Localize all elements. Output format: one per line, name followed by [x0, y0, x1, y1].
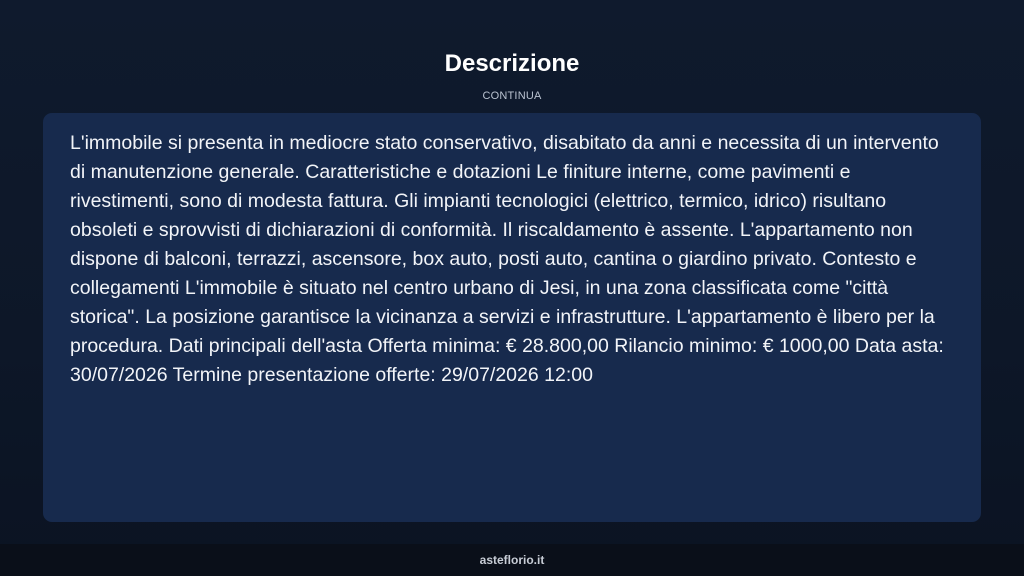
description-text: L'immobile si presenta in mediocre stato conservativo, disabitato da anni e necessita di un intervento di manutenzione generale. Caratteristiche e dotazioni Le finiture interne, come pavimenti e rivestimenti, sono di modesta fattura. Gli impianti tecnologici (elettrico, termico, idrico) risultano obsoleti e sprovvisti di dichiarazioni di conformità. Il riscaldamento è assente. L'appartamento non dispone di balconi, terrazzi, ascensore, box auto, posti auto, cantina o giardino privato. Contesto e collegamenti L'immobile è situato nel centro urbano di Jesi, in una zona classificata come "città storica". La posizione garantisce la vicinanza a servizi e infrastrutture. L'appartamento è libero per la procedura. Dati principali dell'asta Offerta minima: € 28.800,00 Rilancio minimo: € 1000,00 Data asta: 30/07/2026 Termine presentazione offerte: 29/07/2026 12:00: [70, 132, 944, 386]
description-card: [43, 113, 981, 522]
page-title: Descrizione: [444, 50, 580, 77]
footer-bar: [0, 544, 1024, 576]
continue-link[interactable]: CONTINUA: [482, 90, 542, 102]
footer-site-link[interactable]: asteflorio.it: [479, 553, 545, 567]
